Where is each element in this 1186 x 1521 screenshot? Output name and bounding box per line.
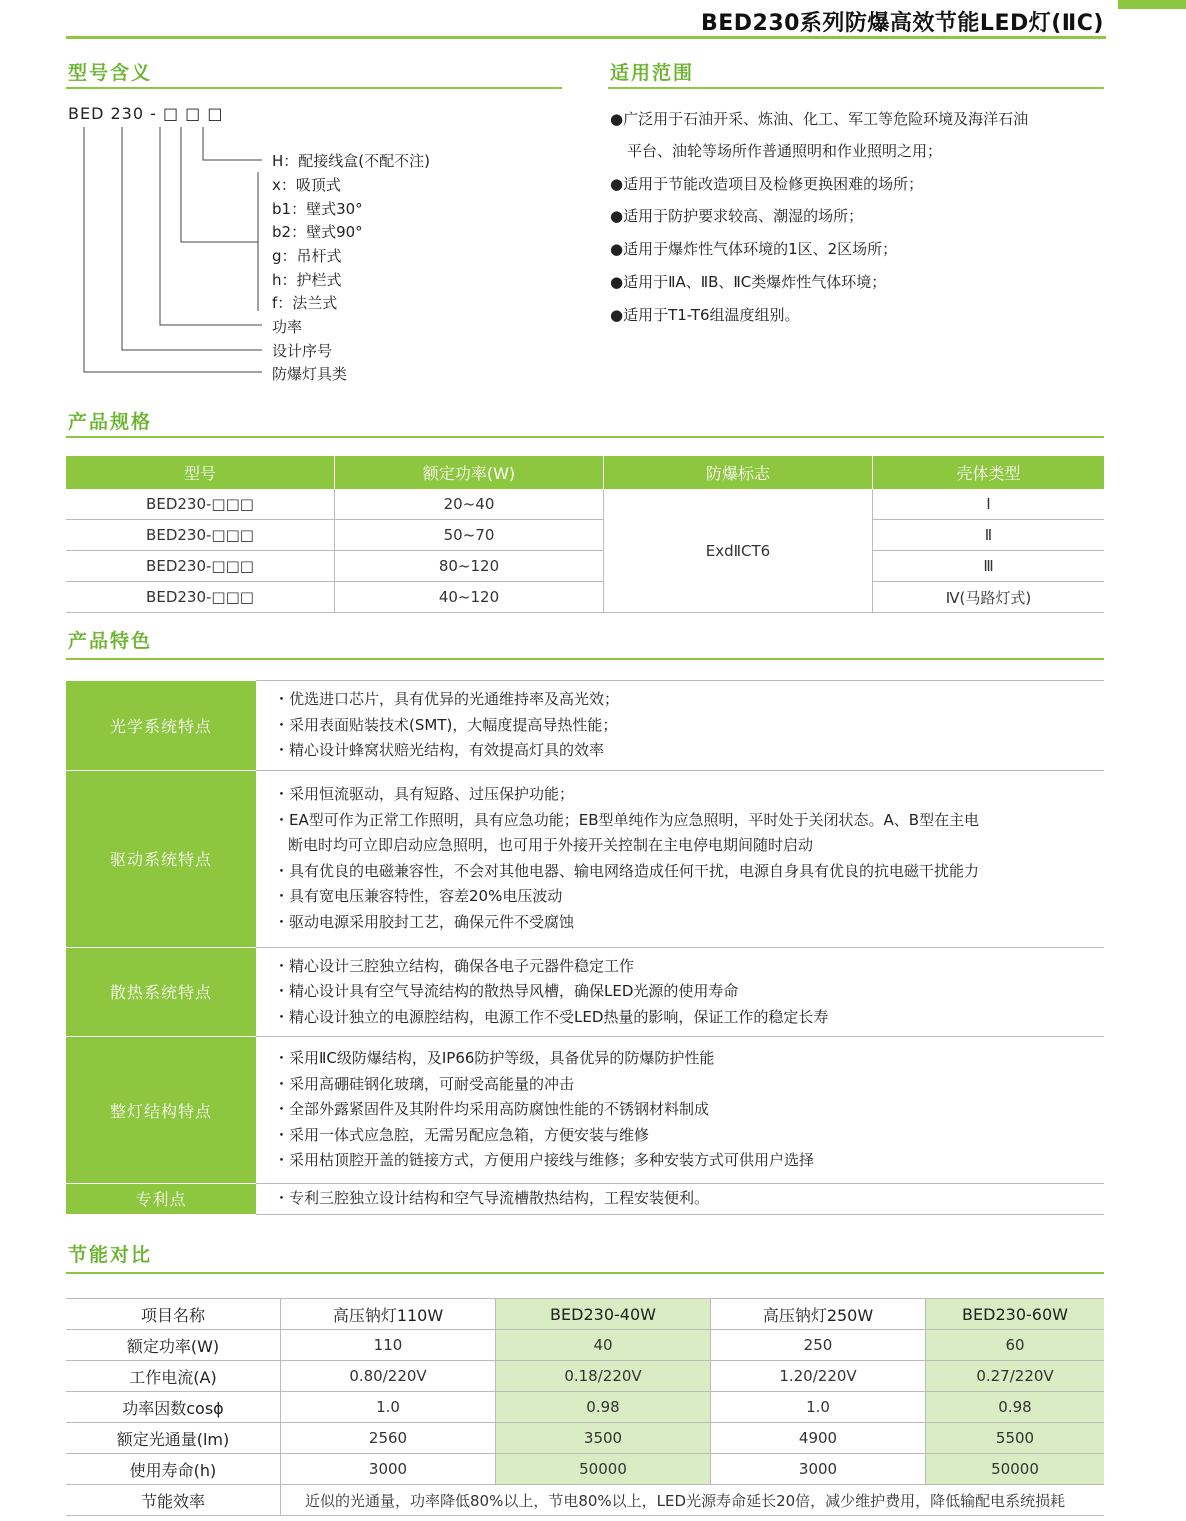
section-title-spec: 产品规格 (68, 411, 153, 433)
feature-line: ・专利三腔独立设计结构和空气导流槽散热结构，工程安装便利。 (274, 1189, 710, 1207)
feature-desc (256, 1184, 1104, 1215)
scope-item: ●适用于爆炸性气体环境的1区、2区场所； (610, 240, 898, 258)
feature-category: 光学系统特点 (66, 681, 256, 771)
feature-line: ・精心设计三腔独立结构，确保各电子元器件稳定工作 (274, 956, 635, 975)
feature-line: ・EA型可作为正常工作照明，具有应急功能；EB型单纯作为应急照明，平时处于关闭状态。A、B型在主电 (274, 810, 980, 829)
scope-item: ●适用于T1-T6组温度组别。 (610, 306, 800, 324)
spec-power: 20~40 (335, 489, 604, 520)
feature-line: ・具有宽电压兼容特性，容差20%电压波动 (274, 887, 563, 905)
legend-item-h2: h：护栏式 (272, 271, 342, 289)
section-divider (66, 1272, 1104, 1274)
feature-category: 驱动系统特点 (66, 770, 256, 947)
compare-header: BED230-40W (496, 1299, 711, 1330)
scope-item: ●适用于ⅡA、ⅡB、ⅡC类爆炸性气体环境； (610, 273, 887, 291)
spec-shell: Ⅱ (873, 520, 1105, 551)
model-code: BED 230 - □ □ □ (68, 104, 224, 123)
section-title-compare: 节能对比 (68, 1244, 153, 1266)
compare-cell: 0.98 (496, 1392, 711, 1423)
legend-item-h: H：配接线盒(不配不注) (272, 152, 430, 170)
feature-line: 断电时均可立即启动应急照明，也可用于外接开关控制在主电停电期间随时启动 (288, 836, 814, 854)
feature-line: ・优选进口芯片，具有优异的光通维持率及高光效； (274, 690, 620, 708)
compare-cell: 0.80/220V (281, 1361, 496, 1392)
table-row (66, 1361, 1104, 1392)
table-row (66, 1184, 1104, 1215)
compare-row-name: 节能效率 (66, 1485, 281, 1516)
feature-line: ・精心设计蜂窝状赔光结构，有效提高灯具的效率 (274, 741, 605, 759)
compare-row-name: 额定光通量(lm) (66, 1423, 281, 1454)
compare-cell: 4900 (711, 1423, 926, 1454)
section-title-scope: 适用范围 (610, 62, 695, 84)
compare-header: 高压钠灯250W (711, 1299, 926, 1330)
compare-cell: 1.0 (281, 1392, 496, 1423)
table-row (66, 1330, 1104, 1361)
table-row (66, 1392, 1104, 1423)
feature-line: ・采用ⅡC级防爆结构，及IP66防护等级，具备优异的防爆防护性能 (274, 1049, 715, 1068)
legend-item-design-seq: 设计序号 (272, 342, 333, 360)
feature-line: ・采用高硼硅钢化玻璃，可耐受高能量的冲击 (274, 1074, 575, 1093)
table-row (66, 1037, 1104, 1184)
legend-item-lamp-type: 防爆灯具类 (272, 365, 348, 383)
feature-line: ・具有优良的电磁兼容性，不会对其他电器、输电网络造成任何干扰，电源自身具有优良的抗电磁干扰能力 (274, 861, 980, 880)
compare-header: 高压钠灯110W (281, 1299, 496, 1330)
compare-cell: 0.98 (926, 1392, 1105, 1423)
compare-cell: 2560 (281, 1423, 496, 1454)
compare-cell: 3500 (496, 1423, 711, 1454)
compare-cell: 50000 (926, 1454, 1105, 1485)
feature-category: 整灯结构特点 (66, 1037, 256, 1184)
compare-table (66, 1298, 1104, 1516)
spec-power: 80~120 (335, 551, 604, 582)
scope-item-cont: 平台、油轮等场所作普通照明和作业照明之用； (627, 142, 943, 160)
scope-item: ●适用于节能改造项目及检修更换困难的场所； (610, 175, 924, 193)
table-row (66, 1485, 1104, 1516)
table-row (66, 551, 1104, 582)
section-title-features: 产品特色 (68, 630, 153, 652)
compare-cell: 1.0 (711, 1392, 926, 1423)
feature-line: ・驱动电源采用胶封工艺，确保元件不受腐蚀 (274, 912, 575, 931)
table-header-row (66, 456, 1104, 489)
table-header-row (66, 1299, 1104, 1330)
feature-desc (256, 1037, 1104, 1184)
section-divider (66, 658, 1104, 660)
feature-line: ・采用一体式应急腔，无需另配应急箱，方便安装与维修 (274, 1125, 650, 1144)
legend-item-b1: b1：壁式30° (272, 200, 363, 218)
compare-cell: 0.18/220V (496, 1361, 711, 1392)
spec-header-shell: 壳体类型 (873, 456, 1105, 489)
compare-row-name: 额定功率(W) (66, 1330, 281, 1361)
features-table (66, 680, 1104, 1215)
feature-desc (256, 770, 1104, 947)
spec-model: BED230-□□□ (66, 582, 335, 613)
spec-power: 50~70 (335, 520, 604, 551)
scope-item: ●广泛用于石油开采、炼油、化工、军工等危险环境及海洋石油 (610, 110, 1029, 128)
feature-desc (256, 681, 1104, 771)
compare-row-name: 功率因数cosϕ (66, 1392, 281, 1423)
feature-category: 专利点 (66, 1184, 256, 1215)
spec-shell: Ⅳ(马路灯式) (873, 582, 1105, 613)
spec-table (66, 456, 1104, 613)
compare-header: 项目名称 (66, 1299, 281, 1330)
legend-item-f: f：法兰式 (272, 294, 338, 312)
section-divider (608, 87, 1104, 89)
feature-line: ・采用表面贴装技术(SMT)，大幅度提高导热性能； (274, 715, 618, 734)
table-row (66, 1423, 1104, 1454)
feature-desc (256, 947, 1104, 1037)
spec-mark: ExdⅡCT6 (604, 489, 873, 613)
spec-power: 40~120 (335, 582, 604, 613)
compare-cell: 0.27/220V (926, 1361, 1105, 1392)
table-row (66, 1454, 1104, 1485)
compare-cell: 110 (281, 1330, 496, 1361)
spec-header-model: 型号 (66, 456, 335, 489)
compare-cell: 50000 (496, 1454, 711, 1485)
feature-line: ・采用枯顶腔开盖的链接方式，方便用户接线与维修；多种安装方式可供用户选择 (274, 1151, 815, 1170)
table-row (66, 681, 1104, 771)
table-row (66, 520, 1104, 551)
legend-item-power: 功率 (272, 318, 303, 336)
table-row (66, 770, 1104, 947)
spec-header-power: 额定功率(W) (335, 456, 604, 489)
table-row (66, 489, 1104, 520)
table-row (66, 582, 1104, 613)
feature-line: ・精心设计具有空气导流结构的散热导风槽，确保LED光源的使用寿命 (274, 982, 739, 1000)
section-title-model-meaning: 型号含义 (68, 62, 153, 84)
compare-cell: 3000 (711, 1454, 926, 1485)
compare-row-name: 工作电流(A) (66, 1361, 281, 1392)
legend-item-x: x：吸顶式 (272, 176, 341, 194)
feature-category: 散热系统特点 (66, 947, 256, 1037)
scope-item: ●适用于防护要求较高、潮湿的场所； (610, 207, 864, 225)
spec-model: BED230-□□□ (66, 520, 335, 551)
compare-cell: 60 (926, 1330, 1105, 1361)
spec-model: BED230-□□□ (66, 489, 335, 520)
page-title: BED230系列防爆高效节能LED灯(ⅡC) (700, 11, 1104, 36)
spec-model: BED230-□□□ (66, 551, 335, 582)
compare-cell: 250 (711, 1330, 926, 1361)
compare-cell: 5500 (926, 1423, 1105, 1454)
spec-shell: Ⅰ (873, 489, 1105, 520)
feature-line: ・精心设计独立的电源腔结构，电源工作不受LED热量的影响，保证工作的稳定长寿 (274, 1007, 829, 1026)
section-divider (66, 436, 1104, 438)
feature-line: ・采用恒流驱动，具有短路、过压保护功能； (274, 785, 575, 803)
spec-shell: Ⅲ (873, 551, 1105, 582)
legend-item-g: g：吊杆式 (272, 247, 342, 265)
feature-line: ・全部外露紧固件及其附件均采用高防腐蚀性能的不锈钢材料制成 (274, 1100, 710, 1119)
table-row (66, 947, 1104, 1037)
compare-cell: 3000 (281, 1454, 496, 1485)
compare-cell: 1.20/220V (711, 1361, 926, 1392)
corner-tab (1118, 0, 1186, 9)
compare-efficiency-text: 近似的光通量，功率降低80%以上，节电80%以上，LED光源寿命延长20倍，减少维护费用，降低输配电系统损耗 (281, 1485, 1105, 1516)
compare-header: BED230-60W (926, 1299, 1105, 1330)
compare-cell: 40 (496, 1330, 711, 1361)
legend-item-b2: b2：壁式90° (272, 223, 363, 241)
compare-row-name: 使用寿命(h) (66, 1454, 281, 1485)
spec-header-mark: 防爆标志 (604, 456, 873, 489)
